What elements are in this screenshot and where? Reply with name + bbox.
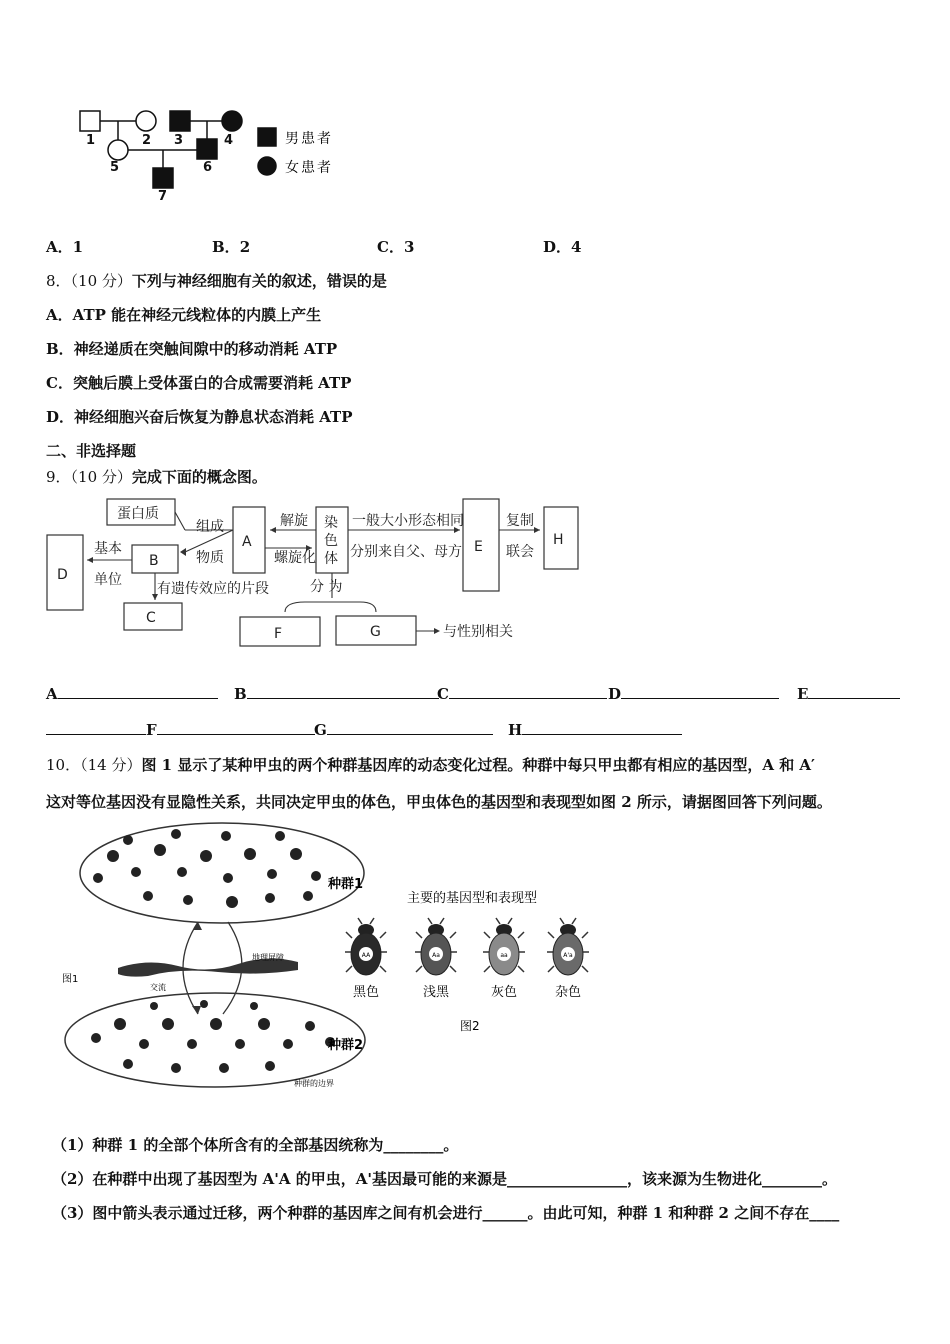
label-from-parents: 分别来自父、母方 xyxy=(350,544,462,560)
label-substance: 物质 xyxy=(196,550,224,566)
q10-sub-3: （3）图中箭头表示通过迁移，两个种群的基因库之间有机会进行______。由此可知，种群 1 和种群 2 之间不存在____ xyxy=(52,1204,840,1222)
label-genetic-segment: 有遗传效应的片段 xyxy=(157,581,269,597)
boundary-label: 种群的边界 xyxy=(294,1079,334,1088)
label-divide: 分 为 xyxy=(310,579,343,595)
population-2-ellipse xyxy=(65,993,365,1087)
label-A: A xyxy=(242,534,252,550)
beetle-2 xyxy=(415,918,457,1000)
beetle-genotype: AA xyxy=(361,952,371,959)
pedigree-individual-3 xyxy=(170,111,190,131)
figure-1-populations xyxy=(58,818,378,1096)
population-1-label: 种群1 xyxy=(328,877,364,892)
q8-option-c: C．突触后膜上受体蛋白的合成需要消耗 ATP xyxy=(46,374,352,392)
exchange-label: 交流 xyxy=(150,983,166,992)
label-compose: 组成 xyxy=(196,519,224,535)
label-synapsis: 联会 xyxy=(506,544,534,560)
legend-female-label: 女患者 xyxy=(285,160,333,176)
label-F: F xyxy=(274,626,283,642)
population-2-label: 种群2 xyxy=(328,1038,364,1053)
legend-male-symbol xyxy=(258,128,276,146)
pedigree-label-2: 2 xyxy=(142,133,152,148)
pedigree-label-4: 4 xyxy=(224,133,234,148)
beetle-genotype: A'a xyxy=(563,952,573,959)
q9-stem: 9．（10 分）完成下面的概念图。 xyxy=(46,468,267,486)
beetle-genotype: Aa xyxy=(432,952,440,959)
q9-blank-C[interactable]: C xyxy=(437,684,607,703)
q7-option-c: C．3 xyxy=(377,238,415,256)
figure-2-label: 图2 xyxy=(460,1019,480,1033)
q10-stem-2: 这对等位基因没有显隐性关系，共同决定甲虫的体色，甲虫体色的基因型和表现型如图 2 所示，请据图回答下列问题。 xyxy=(46,793,832,811)
q8-option-d: D．神经细胞兴奋后恢复为静息状态消耗 ATP xyxy=(46,408,353,426)
label-unit: 单位 xyxy=(94,572,122,588)
label-basic: 基本 xyxy=(94,541,122,557)
label-sex-related: 与性别相关 xyxy=(443,624,513,640)
beetle-4 xyxy=(547,918,589,1000)
figure-1-label: 图1 xyxy=(62,974,79,985)
pedigree-label-3: 3 xyxy=(174,133,184,148)
label-E: E xyxy=(474,539,483,555)
q9-blank-G[interactable]: G xyxy=(314,720,493,739)
section-heading: 二、非选择题 xyxy=(46,442,137,460)
q9-blank-B[interactable]: B xyxy=(234,684,439,703)
label-spiral: 螺旋化 xyxy=(274,550,316,566)
pedigree-label-1: 1 xyxy=(86,133,96,148)
figure-2-title: 主要的基因型和表现型 xyxy=(407,891,538,906)
pedigree-individual-7 xyxy=(153,168,173,188)
label-H: H xyxy=(553,532,564,548)
concept-map xyxy=(40,490,600,655)
pedigree-label-7: 7 xyxy=(158,189,168,204)
beetle-1 xyxy=(345,918,387,1000)
label-D: D xyxy=(57,567,68,583)
q9-blank-H[interactable]: H xyxy=(508,720,682,739)
beetle-3 xyxy=(483,918,525,1000)
figure-2-phenotypes xyxy=(340,880,620,1040)
q7-option-b: B．2 xyxy=(212,238,251,256)
q10-stem-1: 10．（14 分）图 1 显示了某种甲虫的两个种群基因库的动态变化过程。种群中每只甲虫都有相应的基因型，A 和 A′ xyxy=(46,756,816,774)
label-chromosome-3: 体 xyxy=(324,551,338,567)
q8-stem: 8．（10 分）下列与神经细胞有关的叙述，错误的是 xyxy=(46,272,387,290)
q8-option-a: A．ATP 能在神经元线粒体的内膜上产生 xyxy=(46,306,322,324)
q8-option-b: B．神经递质在突触间隙中的移动消耗 ATP xyxy=(46,340,338,358)
q7-option-a: A．1 xyxy=(46,238,84,256)
beetle-phenotype: 黑色 xyxy=(352,985,380,1000)
label-chromosome-2: 色 xyxy=(324,533,338,549)
label-unwind: 解旋 xyxy=(280,513,308,529)
pedigree-individual-6 xyxy=(197,139,217,159)
label-chromosome-1: 染 xyxy=(324,515,338,531)
q9-blank-A[interactable]: A xyxy=(46,684,218,703)
beetle-phenotype: 灰色 xyxy=(490,985,518,1000)
q7-option-d: D．4 xyxy=(543,238,582,256)
pedigree-individual-1 xyxy=(80,111,100,131)
q9-blank-F[interactable]: F xyxy=(46,720,315,739)
pedigree-chart xyxy=(60,100,360,210)
label-B: B xyxy=(149,553,159,569)
beetle-genotype: aa xyxy=(500,952,508,959)
beetle-phenotype: 浅黑 xyxy=(422,985,450,1000)
label-protein: 蛋白质 xyxy=(117,506,159,522)
label-copy: 复制 xyxy=(506,513,534,529)
q9-blank-E[interactable]: E xyxy=(797,684,900,703)
pedigree-label-5: 5 xyxy=(110,160,120,175)
beetle-phenotype: 杂色 xyxy=(554,985,582,1000)
legend-female-symbol xyxy=(258,157,276,175)
label-C: C xyxy=(146,610,156,626)
label-same-shape: 一般大小形态相同 xyxy=(352,513,464,529)
pedigree-individual-5 xyxy=(108,140,128,160)
pedigree-label-6: 6 xyxy=(203,160,213,175)
q10-sub-1: （1）种群 1 的全部个体所含有的全部基因统称为________。 xyxy=(52,1136,459,1154)
barrier-label: 地理屏障 xyxy=(252,953,284,962)
q10-sub-2: （2）在种群中出现了基因型为 A'A 的甲虫，A'基因最可能的来源是________________，该来源为生物进化________。 xyxy=(52,1170,837,1188)
legend-male-label: 男患者 xyxy=(285,131,333,147)
pedigree-individual-2 xyxy=(136,111,156,131)
label-G: G xyxy=(370,624,381,640)
q9-blank-D[interactable]: D xyxy=(608,684,779,703)
pedigree-individual-4 xyxy=(222,111,242,131)
